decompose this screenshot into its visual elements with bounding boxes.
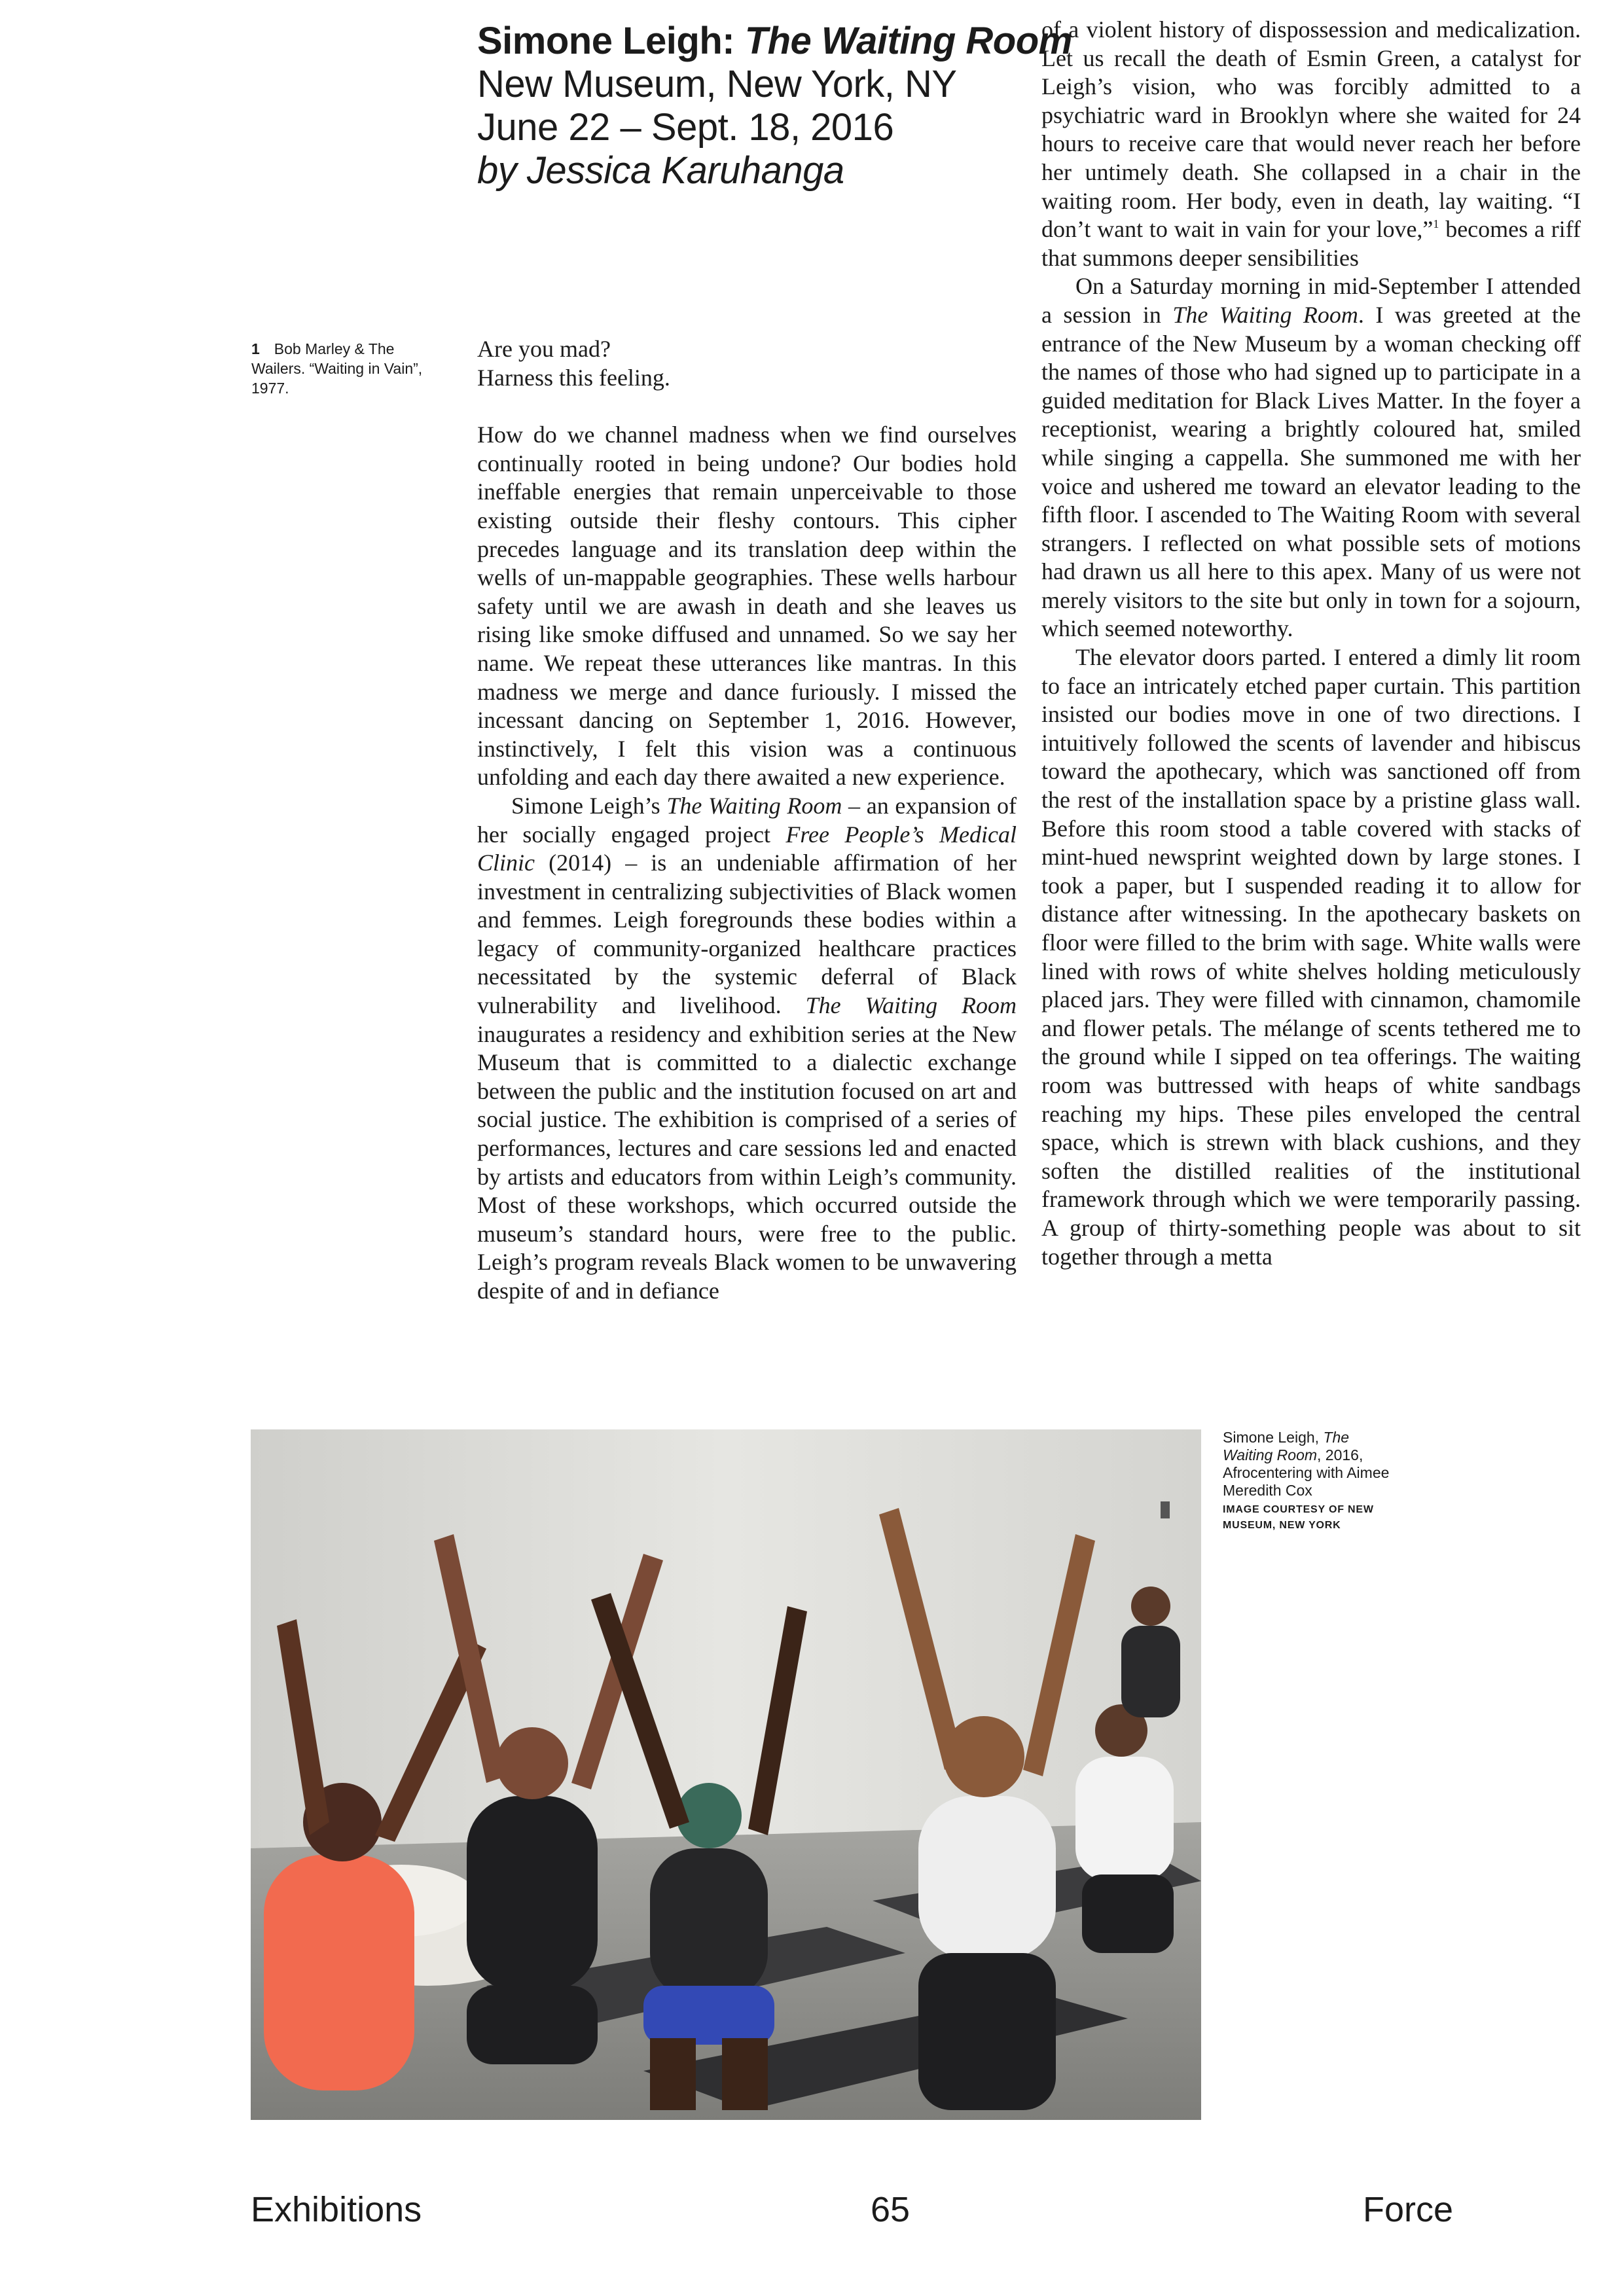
caption-work: The Waiting Room — [1223, 1429, 1350, 1463]
text-run: Simone Leigh’s — [511, 792, 667, 819]
footer-page-number: 65 — [871, 2190, 911, 2229]
footer-issue: Force — [1363, 2190, 1454, 2229]
text-run: becomes a riff that summons deeper sensibilities — [1041, 216, 1581, 271]
paragraph: The elevator doors parted. I entered a dimly lit room to face an intricately etched paper curtain. This partition insisted our bodies move in one of two directions. I intuitively followed the scents of lavender and hibiscus toward the apothecary, which was sanctioned off from the rest of the installation space by a pristine glass wall. Before this room stood a table covered with stacks of mint-hued newsprint weighted down by large stones. I took a paper, but I suspended reading it to allow for distance after witnessing. In the apothecary baskets on floor were filled to the brim with sage. White walls were lined with rows of white shelves holding meticulously placed jars. They were filled with cinnamon, chamomile and flower petals. The mélange of scents tethered me to the ground while I sipped on tea offerings. The waiting room was buttressed with heaps of white sandbags reaching my hips. These piles enveloped the central space, which is strewn with black cushions, and they soften the distilled realities of the institutional framework through which we were temporarily passing. A group of thirty-something people was about to sit together through a metta — [1041, 644, 1581, 1270]
text-run: – an expansion of her socially engaged project — [477, 792, 1017, 848]
text-run: On a Saturday morning in mid-September I attended a session in — [1041, 273, 1581, 328]
body-column-2 — [1041, 16, 1581, 1271]
title-work: The Waiting Room — [744, 20, 1072, 62]
caption-description: , 2016, Afrocentering with Aimee Meredith Cox — [1223, 1446, 1390, 1499]
text-run: of a violent history of dispossession and medicalization. Let us recall the death of Esmin Green, a catalyst for Leigh’s vision, who was forcibly admitted to a psychiatric ward in Brooklyn where she waited for 24 hours to receive care that would never reach her before her untimely death. She collapsed in a chair in the waiting room. Her body, even in death, lay waiting. “I don’t want to wait in vain for your love,” — [1041, 16, 1581, 243]
article-header — [477, 20, 1072, 192]
body-column-1 — [477, 335, 1017, 1306]
byline: by Jessica Karuhanga — [477, 149, 844, 192]
footer-section: Exhibitions — [251, 2190, 422, 2229]
photo-caption — [1223, 1429, 1393, 1534]
venue: New Museum, New York, NY — [477, 63, 957, 105]
work-title: Free People’s Medical Clinic — [477, 821, 1017, 876]
text-run: . I was greeted at the entrance of the New Museum by a woman checking off the names of those who had signed up to participate in a guided meditation for Black Lives Matter. In the foyer a receptionist, wearing a brightly coloured hat, smiled while singing a cappella. She summoned me with her voice and ushered me toward an elevator leading to the fifth floor. I ascended to The Waiting Room with several strangers. I reflected on what possible sets of motions had drawn us all here to this apex. Many of us were not merely visitors to the site but only in town for a sojourn, which seemed noteworthy. — [1041, 301, 1581, 642]
paragraph — [1041, 16, 1581, 272]
text-run: (2014) – is an undeniable affirmation of her investment in centralizing subjectivities of Black women and femmes. Leigh foregrounds these bodies within a legacy of community-organized healthcare practices necessitated by the systemic deferral of Black vulnerability and livelihood. — [477, 850, 1017, 1019]
title-prefix: Simone Leigh: — [477, 20, 745, 62]
ceiling-light — [1161, 1501, 1170, 1518]
work-title: The Waiting Room — [1172, 301, 1358, 328]
footnote-ref: 1 — [1433, 217, 1439, 231]
text-run: inaugurates a residency and exhibition series at the New Museum that is committed to a dialectic exchange between the public and the institution focused on art and social justice. The exhibition is comprised of a series of performances, lectures and care sessions led and enacted by artists and educators from within Leigh’s community. Most of these workshops, which occurred outside the museum’s standard hours, were free to the public. Leigh’s program reveals Black women to be unwavering despite of and in defiance — [477, 1020, 1017, 1304]
footnote-number: 1 — [251, 340, 260, 357]
work-title: The Waiting Room — [805, 992, 1017, 1019]
caption-artist: Simone Leigh, — [1223, 1429, 1324, 1446]
paragraph: How do we channel madness when we find ourselves continually rooted in being undone? Our bodies hold ineffable energies that remain unperceivable to those existing outside their fleshy contours. This cipher precedes language and its translation deep within the wells of un-mappable geographies. These wells harbour safety until we are awash in death and she leaves us rising like smoke diffused and unnamed. So we say her name. We repeat these utterances like mantras. In this madness we merge and dance furiously. I missed the incessant dancing on September 1, 2016. However, instinctively, I felt this vision was a continuous unfolding and each day there awaited a new experience. — [477, 422, 1017, 791]
article-title — [477, 20, 1072, 63]
opening-line-2: Harness this feeling. — [477, 364, 670, 391]
exhibition-photo — [251, 1429, 1201, 2120]
paragraph — [1041, 272, 1581, 643]
dates: June 22 – Sept. 18, 2016 — [477, 106, 894, 149]
photo-illustration — [251, 1429, 1201, 2120]
footnote — [251, 339, 448, 398]
footnote-text: Bob Marley & The Wailers. “Waiting in Vain”, 1977. — [251, 340, 423, 397]
paragraph — [477, 792, 1017, 1306]
work-title: The Waiting Room — [666, 792, 842, 819]
opening-line-1: Are you mad? — [477, 336, 611, 362]
caption-credit: IMAGE COURTESY OF NEW MUSEUM, NEW YORK — [1223, 1504, 1374, 1531]
